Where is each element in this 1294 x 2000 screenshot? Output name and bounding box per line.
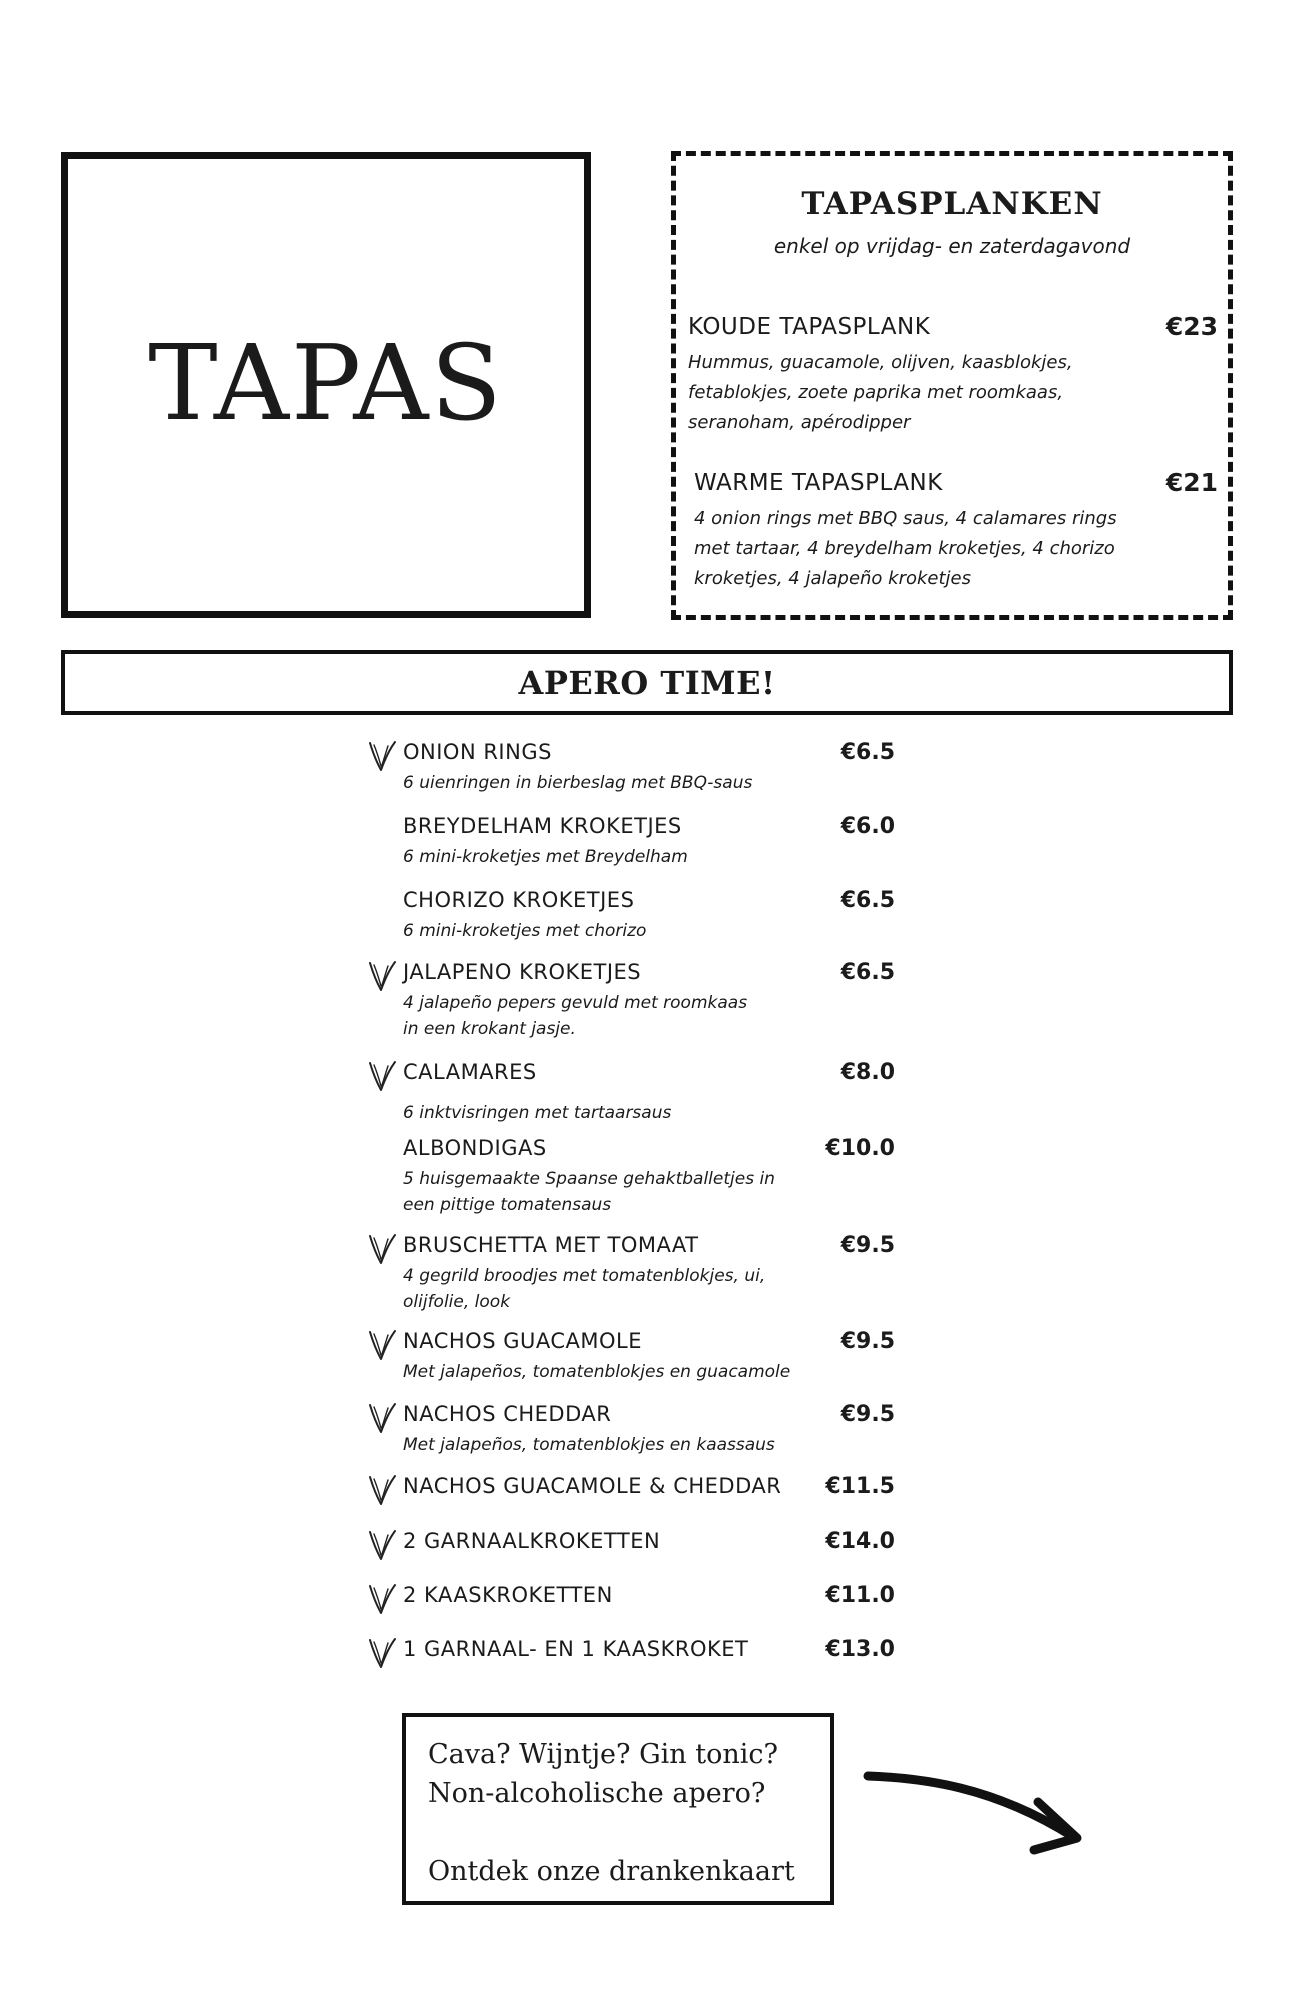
leaf-icon [364, 959, 398, 993]
leaf-icon [364, 1528, 398, 1562]
menu-item-name: ALBONDIGAS [403, 1136, 547, 1160]
menu-item-price: €6.5 [840, 960, 895, 985]
menu-item-name: JALAPENO KROKETJES [403, 960, 642, 984]
menu-item-name: NACHOS CHEDDAR [403, 1402, 612, 1426]
menu-item-price: €10.0 [825, 1136, 895, 1161]
leaf-icon [364, 1059, 398, 1093]
menu-item-name: 1 GARNAAL- EN 1 KAASKROKET [403, 1637, 749, 1661]
tapasplanken-subtitle: enkel op vrijdag- en zaterdagavond [773, 234, 1131, 258]
leaf-icon [364, 1232, 398, 1266]
plank-description: 4 onion rings met BBQ saus, 4 calamares rings met tartaar, 4 breydelham kroketjes, 4 chorizo kroketjes, 4 jalapeño kroketjes [694, 508, 1117, 589]
menu-item-name: CHORIZO KROKETJES [403, 888, 635, 912]
menu-item-description: Met jalapeños, tomatenblokjes en kaassaus [403, 1435, 775, 1455]
menu-item-description: 4 jalapeño pepers gevuld met roomkaas [403, 993, 748, 1013]
menu-item-description: 6 mini-kroketjes met Breydelham [403, 847, 688, 867]
menu-item-description: 6 mini-kroketjes met chorizo [403, 921, 647, 941]
menu-item-description: Met jalapeños, tomatenblokjes en guacamole [403, 1362, 791, 1382]
menu-item-name: 2 KAASKROKETTEN [403, 1583, 613, 1607]
drinks-callout-box [402, 1713, 834, 1905]
menu-item-price: €9.5 [840, 1329, 895, 1354]
leaf-icon [364, 1582, 398, 1616]
tapasplanken-box [671, 151, 1233, 620]
plank-name: WARME TAPASPLANK [694, 470, 943, 496]
menu-item-price: €11.0 [825, 1583, 895, 1608]
leaf-icon [364, 1328, 398, 1362]
menu-item-description: een pittige tomatensaus [403, 1195, 612, 1215]
leaf-icon [364, 739, 398, 773]
arrow-right-icon [862, 1762, 1092, 1862]
menu-item-description: olijfolie, look [403, 1292, 511, 1312]
drinks-line: Cava? Wijntje? Gin tonic? [428, 1739, 778, 1770]
menu-item-price: €6.0 [840, 814, 895, 839]
menu-item-price: €9.5 [840, 1233, 895, 1258]
menu-item-name: CALAMARES [403, 1060, 537, 1084]
apero-title: APERO TIME! [518, 663, 776, 702]
leaf-icon [364, 1401, 398, 1435]
tapasplanken-title: TAPASPLANKEN [801, 186, 1103, 222]
plank-name: KOUDE TAPASPLANK [688, 314, 931, 340]
menu-item-price: €13.0 [825, 1637, 895, 1662]
drinks-line: Non-alcoholische apero? [428, 1778, 766, 1809]
menu-item-description: 5 huisgemaakte Spaanse gehaktballetjes in [403, 1169, 775, 1189]
menu-item-name: NACHOS GUACAMOLE & CHEDDAR [403, 1474, 782, 1498]
leaf-icon [364, 1473, 398, 1507]
menu-item-name: ONION RINGS [403, 740, 552, 764]
menu-item-price: €11.5 [825, 1474, 895, 1499]
page-title: TAPAS [148, 322, 504, 444]
menu-item-name: BREYDELHAM KROKETJES [403, 814, 682, 838]
tapas-header-box [61, 152, 591, 618]
menu-item-name: NACHOS GUACAMOLE [403, 1329, 642, 1353]
plank-description: Hummus, guacamole, olijven, kaasblokjes, fetablokjes, zoete paprika met roomkaas, seranoham, apérodipper [688, 352, 1073, 433]
menu-item-name: BRUSCHETTA MET TOMAAT [403, 1233, 699, 1257]
menu-item-description: 4 gegrild broodjes met tomatenblokjes, ui, [403, 1266, 766, 1286]
plank-price: €21 [1165, 468, 1218, 497]
menu-item-name: 2 GARNAALKROKETTEN [403, 1529, 661, 1553]
apero-banner [61, 650, 1233, 715]
menu-item-description: 6 inktvisringen met tartaarsaus [403, 1103, 672, 1123]
menu-item-description: 6 uienringen in bierbeslag met BBQ-saus [403, 773, 753, 793]
menu-item-price: €9.5 [840, 1402, 895, 1427]
menu-item-price: €14.0 [825, 1529, 895, 1554]
menu-item-price: €6.5 [840, 888, 895, 913]
menu-item-price: €8.0 [840, 1060, 895, 1085]
menu-item-description: in een krokant jasje. [403, 1019, 576, 1039]
plank-price: €23 [1165, 312, 1218, 341]
menu-item-price: €6.5 [840, 740, 895, 765]
drinks-line: Ontdek onze drankenkaart [428, 1856, 795, 1887]
leaf-icon [364, 1636, 398, 1670]
